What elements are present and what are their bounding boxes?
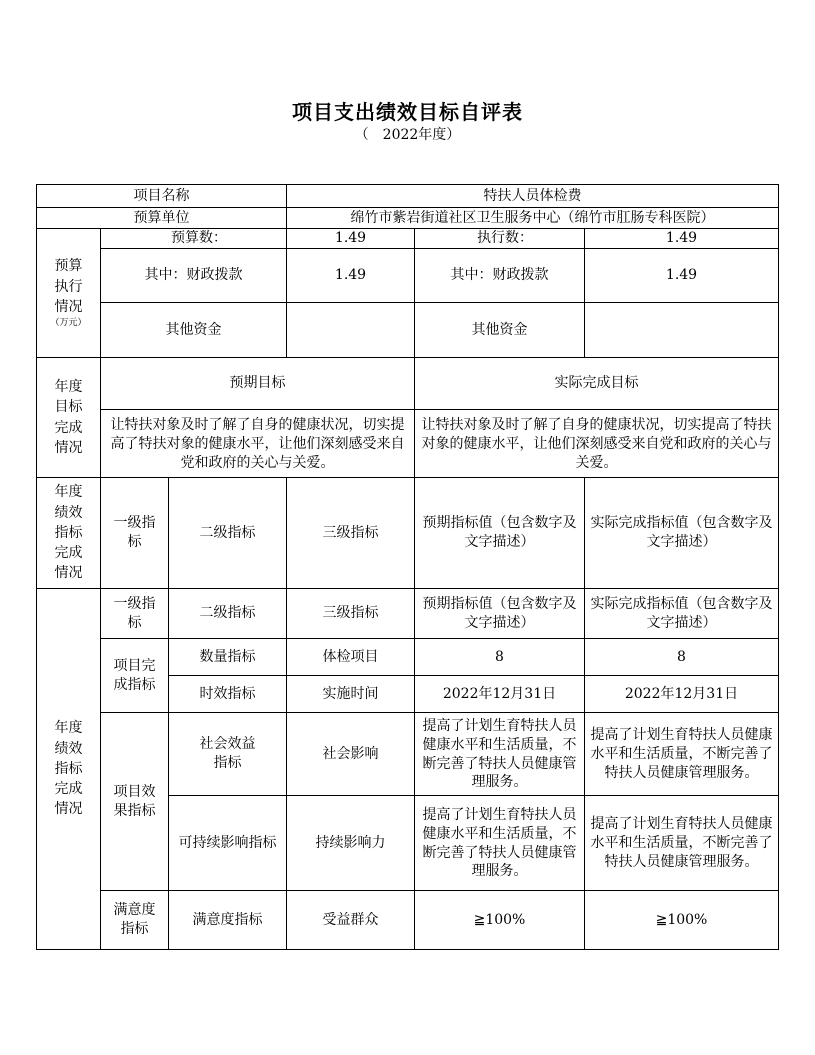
actual-goal-text: 让特扶对象及时了解了自身的健康状况，切实提高了特扶对象的健康水平，让他们深刻感受来自党和政府的关心与关爱。 [415,410,779,478]
quantity-row [37,639,779,676]
level1-header: 一级指标 [101,478,169,589]
quantity-item: 体检项目 [287,639,415,676]
fiscal-exec-label: 其中：财政拨款 [415,249,585,303]
completion-label: 项目完成指标 [101,639,169,713]
satisfaction-row [37,891,779,950]
quantity-expected: 8 [415,639,585,676]
time-item: 实施时间 [287,676,415,713]
budget-amount-label: 预算数： [101,229,287,249]
time-actual: 2022年12月31日 [585,676,779,713]
effect-label: 项目效果指标 [101,713,169,891]
budget-section-label: 预算执行情况 （万元） [37,229,101,358]
actual-value-header: 实际完成指标值（包含数字及文字描述） [585,478,779,589]
other-budget-value [287,303,415,358]
level2-header-2: 二级指标 [169,589,287,639]
social-row [37,713,779,796]
page-title: 项目支出绩效目标自评表 [292,100,523,124]
satisfaction-item: 受益群众 [287,891,415,950]
budget-amount-value: 1.49 [287,229,415,249]
other-exec-label: 其他资金 [415,303,585,358]
satisfaction-label: 满意度指标 [101,891,169,950]
report-year: （ 2022年度） [354,127,461,143]
social-label: 社会效益指标 [169,713,287,796]
sustain-label: 可持续影响指标 [169,796,287,891]
social-expected: 提高了计划生育特扶人员健康水平和生活质量，不断完善了特扶人员健康管理服务。 [415,713,585,796]
exec-amount-label: 执行数： [415,229,585,249]
indicators-header-section-label: 年度绩效指标完成情况 [37,478,101,589]
time-label: 时效指标 [169,676,287,713]
indicator-header-row-2 [37,589,779,639]
quantity-label: 数量指标 [169,639,287,676]
social-item: 社会影响 [287,713,415,796]
actual-value-header-2: 实际完成指标值（包含数字及文字描述） [585,589,779,639]
satisfaction-expected: ≧100% [415,891,585,950]
goals-section-label: 年度目标完成情况 [37,358,101,478]
social-actual: 提高了计划生育特扶人员健康水平和生活质量，不断完善了特扶人员健康管理服务。 [585,713,779,796]
budget-unit-note: （万元） [50,318,87,329]
indicator-header-row-1 [37,478,779,589]
level3-header: 三级指标 [287,478,415,589]
goals-header-row [37,358,779,410]
other-exec-value [585,303,779,358]
expected-goal-text: 让特扶对象及时了解了自身的健康状况，切实提高了特扶对象的健康水平，让他们深刻感受来自党和政府的关心与关爱。 [101,410,415,478]
fiscal-budget-label: 其中：财政拨款 [101,249,287,303]
level3-header-2: 三级指标 [287,589,415,639]
sustain-item: 持续影响力 [287,796,415,891]
level2-header: 二级指标 [169,478,287,589]
sustain-actual: 提高了计划生育特扶人员健康水平和生活质量，不断完善了特扶人员健康管理服务。 [585,796,779,891]
time-expected: 2022年12月31日 [415,676,585,713]
project-name-value: 特扶人员体检费 [287,185,779,208]
project-name-label: 项目名称 [37,185,287,208]
other-budget-label: 其他资金 [101,303,287,358]
expected-goal-label: 预期目标 [101,358,415,410]
budget-total-row [37,229,779,249]
project-name-row [37,185,779,208]
sustain-expected: 提高了计划生育特扶人员健康水平和生活质量，不断完善了特扶人员健康管理服务。 [415,796,585,891]
budget-unit-label: 预算单位 [37,208,287,229]
level1-header-2: 一级指标 [101,589,169,639]
exec-amount-value: 1.49 [585,229,779,249]
self-evaluation-table [36,184,779,950]
quantity-actual: 8 [585,639,779,676]
goals-text-row [37,410,779,478]
expected-value-header: 预期指标值（包含数字及文字描述） [415,478,585,589]
other-funds-row [37,303,779,358]
fiscal-exec-value: 1.49 [585,249,779,303]
budget-unit-row [37,208,779,229]
satisfaction-actual: ≧100% [585,891,779,950]
fiscal-budget-value: 1.49 [287,249,415,303]
expected-value-header-2: 预期指标值（包含数字及文字描述） [415,589,585,639]
actual-goal-label: 实际完成目标 [415,358,779,410]
fiscal-row [37,249,779,303]
budget-unit-value: 绵竹市紫岩街道社区卫生服务中心（绵竹市肛肠专科医院） [287,208,779,229]
indicators-section-label: 年度绩效指标完成情况 [37,589,101,950]
satisfaction-sub-label: 满意度指标 [169,891,287,950]
